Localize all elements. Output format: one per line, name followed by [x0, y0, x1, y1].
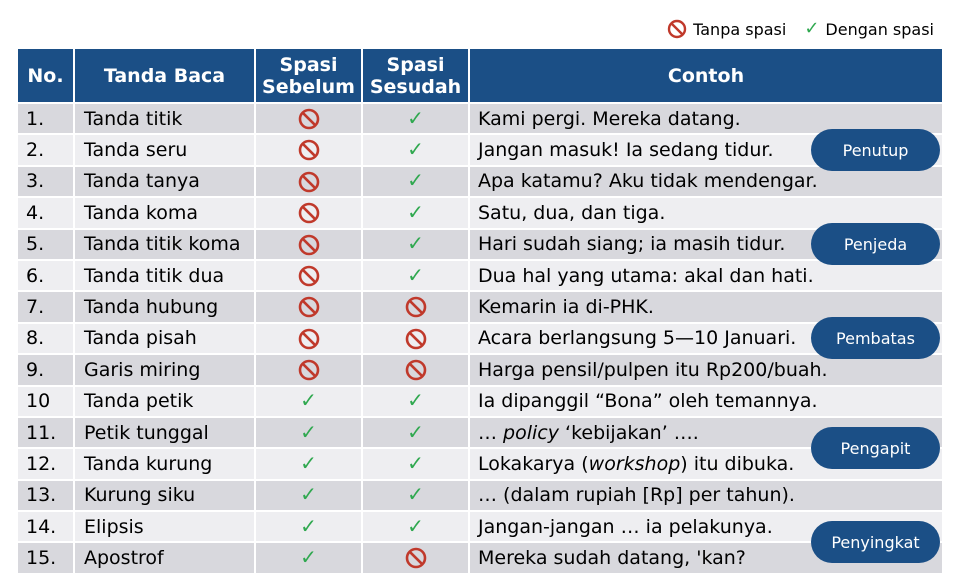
spasi-sesudah-cell: [362, 448, 469, 479]
table-body: [17, 103, 943, 574]
check-icon: ✓: [804, 18, 820, 39]
example-text: Dua hal yang utama: akal dan hati.: [469, 260, 943, 291]
header-no: No.: [17, 48, 74, 103]
check-icon: ✓: [300, 450, 317, 475]
spasi-sesudah-cell: [362, 260, 469, 291]
no-symbol-icon: [298, 202, 320, 224]
example-italic-term: workshop: [588, 452, 681, 475]
row-number: 9.: [17, 354, 74, 385]
punctuation-name: Elipsis: [74, 511, 255, 542]
check-icon: ✓: [407, 482, 424, 507]
punctuation-name: Tanda tanya: [74, 166, 255, 197]
example-text: Harga pensil/pulpen itu Rp200/buah.: [469, 354, 943, 385]
example-text: … (dalam rupiah [Rp] per tahun).: [469, 480, 943, 511]
spasi-sebelum-cell: [255, 542, 362, 573]
no-symbol-icon: [298, 265, 320, 287]
example-text: Satu, dua, dan tiga.: [469, 197, 943, 228]
example-text: Acara berlangsung 5—10 Januari.: [469, 323, 943, 354]
punctuation-name: Tanda titik koma: [74, 229, 255, 260]
spasi-sebelum-cell: [255, 386, 362, 417]
spasi-sebelum-cell: [255, 229, 362, 260]
example-fragment: ) itu dibuka.: [680, 452, 795, 475]
table-row: [17, 511, 943, 542]
row-number: 13.: [17, 480, 74, 511]
punctuation-name: Tanda kurung: [74, 448, 255, 479]
check-icon: ✓: [300, 419, 317, 444]
spasi-sebelum-cell: [255, 448, 362, 479]
no-symbol-icon: [298, 234, 320, 256]
spasi-sebelum-cell: [255, 103, 362, 134]
example-text: Jangan masuk! Ia sedang tidur.: [469, 134, 943, 165]
header-spasi-sesudah-line1: Spasi: [386, 53, 445, 76]
check-icon: ✓: [407, 231, 424, 256]
spasi-sebelum-cell: [255, 480, 362, 511]
check-icon: ✓: [407, 513, 424, 538]
punctuation-table: [16, 47, 944, 575]
header-spasi-sebelum: [255, 48, 362, 103]
spasi-sesudah-cell: [362, 354, 469, 385]
no-symbol-icon: [298, 171, 320, 193]
spasi-sebelum-cell: [255, 197, 362, 228]
no-symbol-icon: [405, 547, 427, 569]
check-icon: ✓: [300, 482, 317, 507]
no-symbol-icon: [298, 108, 320, 130]
punctuation-name: Kurung siku: [74, 480, 255, 511]
spasi-sesudah-cell: [362, 542, 469, 573]
table-row: [17, 134, 943, 165]
row-number: 15.: [17, 542, 74, 573]
punctuation-name: Tanda petik: [74, 386, 255, 417]
table-row: [17, 542, 943, 573]
row-number: 7.: [17, 291, 74, 322]
table-row: [17, 260, 943, 291]
legend-tanpa-label: Tanpa spasi: [693, 19, 787, 39]
example-text: Kemarin ia di-PHK.: [469, 291, 943, 322]
spasi-sesudah-cell: [362, 417, 469, 448]
header-spasi-sebelum-line2: Sebelum: [262, 75, 355, 98]
spasi-sesudah-cell: [362, 291, 469, 322]
row-number: 14.: [17, 511, 74, 542]
punctuation-name: Tanda titik: [74, 103, 255, 134]
table-row: [17, 417, 943, 448]
example-text: Kami pergi. Mereka datang.: [469, 103, 943, 134]
check-icon: ✓: [300, 513, 317, 538]
punctuation-name: Tanda pisah: [74, 323, 255, 354]
spasi-sesudah-cell: [362, 323, 469, 354]
group-label-pill: Penjeda: [811, 223, 940, 265]
spasi-sebelum-cell: [255, 260, 362, 291]
legend-dengan-label: Dengan spasi: [825, 19, 934, 39]
table-row: [17, 480, 943, 511]
check-icon: ✓: [407, 450, 424, 475]
header-spasi-sesudah: [362, 48, 469, 103]
table-row: [17, 323, 943, 354]
example-text: Mereka sudah datang, 'kan?: [469, 542, 943, 573]
spasi-sebelum-cell: [255, 417, 362, 448]
header-spasi-sesudah-line2: Sesudah: [369, 75, 462, 98]
example-fragment: ‘kebijakan’ ….: [558, 421, 699, 444]
example-text: Hari sudah siang; ia masih tidur.: [469, 229, 943, 260]
legend-tanpa-spasi: [667, 19, 786, 39]
spasi-sebelum-cell: [255, 166, 362, 197]
header-contoh: Contoh: [469, 48, 943, 103]
group-label-pill: Penutup: [811, 129, 940, 171]
example-text: Jangan-jangan … ia pelakunya.: [469, 511, 943, 542]
example-italic-term: policy: [503, 421, 559, 444]
table-row: [17, 103, 943, 134]
row-number: 4.: [17, 197, 74, 228]
no-symbol-icon: [298, 359, 320, 381]
check-icon: ✓: [407, 388, 424, 413]
table-row: [17, 354, 943, 385]
example-text: Ia dipanggil “Bona” oleh temannya.: [469, 386, 943, 417]
check-icon: ✓: [407, 419, 424, 444]
legend: [667, 17, 934, 41]
group-label-pill: Penyingkat: [811, 521, 940, 563]
check-icon: ✓: [407, 137, 424, 162]
row-number: 3.: [17, 166, 74, 197]
spasi-sebelum-cell: [255, 511, 362, 542]
no-symbol-icon: [405, 359, 427, 381]
table-row: [17, 166, 943, 197]
spasi-sesudah-cell: [362, 103, 469, 134]
spasi-sebelum-cell: [255, 354, 362, 385]
row-number: 11.: [17, 417, 74, 448]
row-number: 2.: [17, 134, 74, 165]
legend-dengan-spasi: [804, 19, 934, 39]
row-number: 10: [17, 386, 74, 417]
spasi-sebelum-cell: [255, 134, 362, 165]
spasi-sebelum-cell: [255, 291, 362, 322]
punctuation-name: Tanda titik dua: [74, 260, 255, 291]
row-number: 8.: [17, 323, 74, 354]
row-number: 12.: [17, 448, 74, 479]
row-number: 1.: [17, 103, 74, 134]
no-symbol-icon: [405, 328, 427, 350]
punctuation-name: Tanda hubung: [74, 291, 255, 322]
check-icon: ✓: [407, 262, 424, 287]
spasi-sesudah-cell: [362, 511, 469, 542]
header-tanda-baca: Tanda Baca: [74, 48, 255, 103]
group-label-pill: Pengapit: [811, 427, 940, 469]
no-symbol-icon: [405, 296, 427, 318]
example-text: Apa katamu? Aku tidak mendengar.: [469, 166, 943, 197]
table-header-row: [17, 48, 943, 103]
punctuation-name: Apostrof: [74, 542, 255, 573]
spasi-sesudah-cell: [362, 229, 469, 260]
row-number: 5.: [17, 229, 74, 260]
check-icon: ✓: [300, 388, 317, 413]
spasi-sesudah-cell: [362, 166, 469, 197]
table-row: [17, 197, 943, 228]
no-symbol-icon: [667, 19, 687, 39]
table-row: [17, 386, 943, 417]
spasi-sesudah-cell: [362, 480, 469, 511]
check-icon: ✓: [300, 545, 317, 570]
check-icon: ✓: [407, 105, 424, 130]
check-icon: ✓: [407, 168, 424, 193]
table-row: [17, 291, 943, 322]
punctuation-name: Tanda seru: [74, 134, 255, 165]
example-fragment: Lokakarya (: [478, 452, 589, 475]
table-row: [17, 448, 943, 479]
punctuation-name: Petik tunggal: [74, 417, 255, 448]
row-number: 6.: [17, 260, 74, 291]
spasi-sebelum-cell: [255, 323, 362, 354]
no-symbol-icon: [298, 139, 320, 161]
group-label-pill: Pembatas: [811, 317, 940, 359]
spasi-sesudah-cell: [362, 386, 469, 417]
spasi-sesudah-cell: [362, 197, 469, 228]
punctuation-name: Tanda koma: [74, 197, 255, 228]
no-symbol-icon: [298, 296, 320, 318]
header-spasi-sebelum-line1: Spasi: [279, 53, 338, 76]
table-row: [17, 229, 943, 260]
example-fragment: …: [478, 421, 504, 444]
check-icon: ✓: [407, 199, 424, 224]
spasi-sesudah-cell: [362, 134, 469, 165]
punctuation-name: Garis miring: [74, 354, 255, 385]
no-symbol-icon: [298, 328, 320, 350]
